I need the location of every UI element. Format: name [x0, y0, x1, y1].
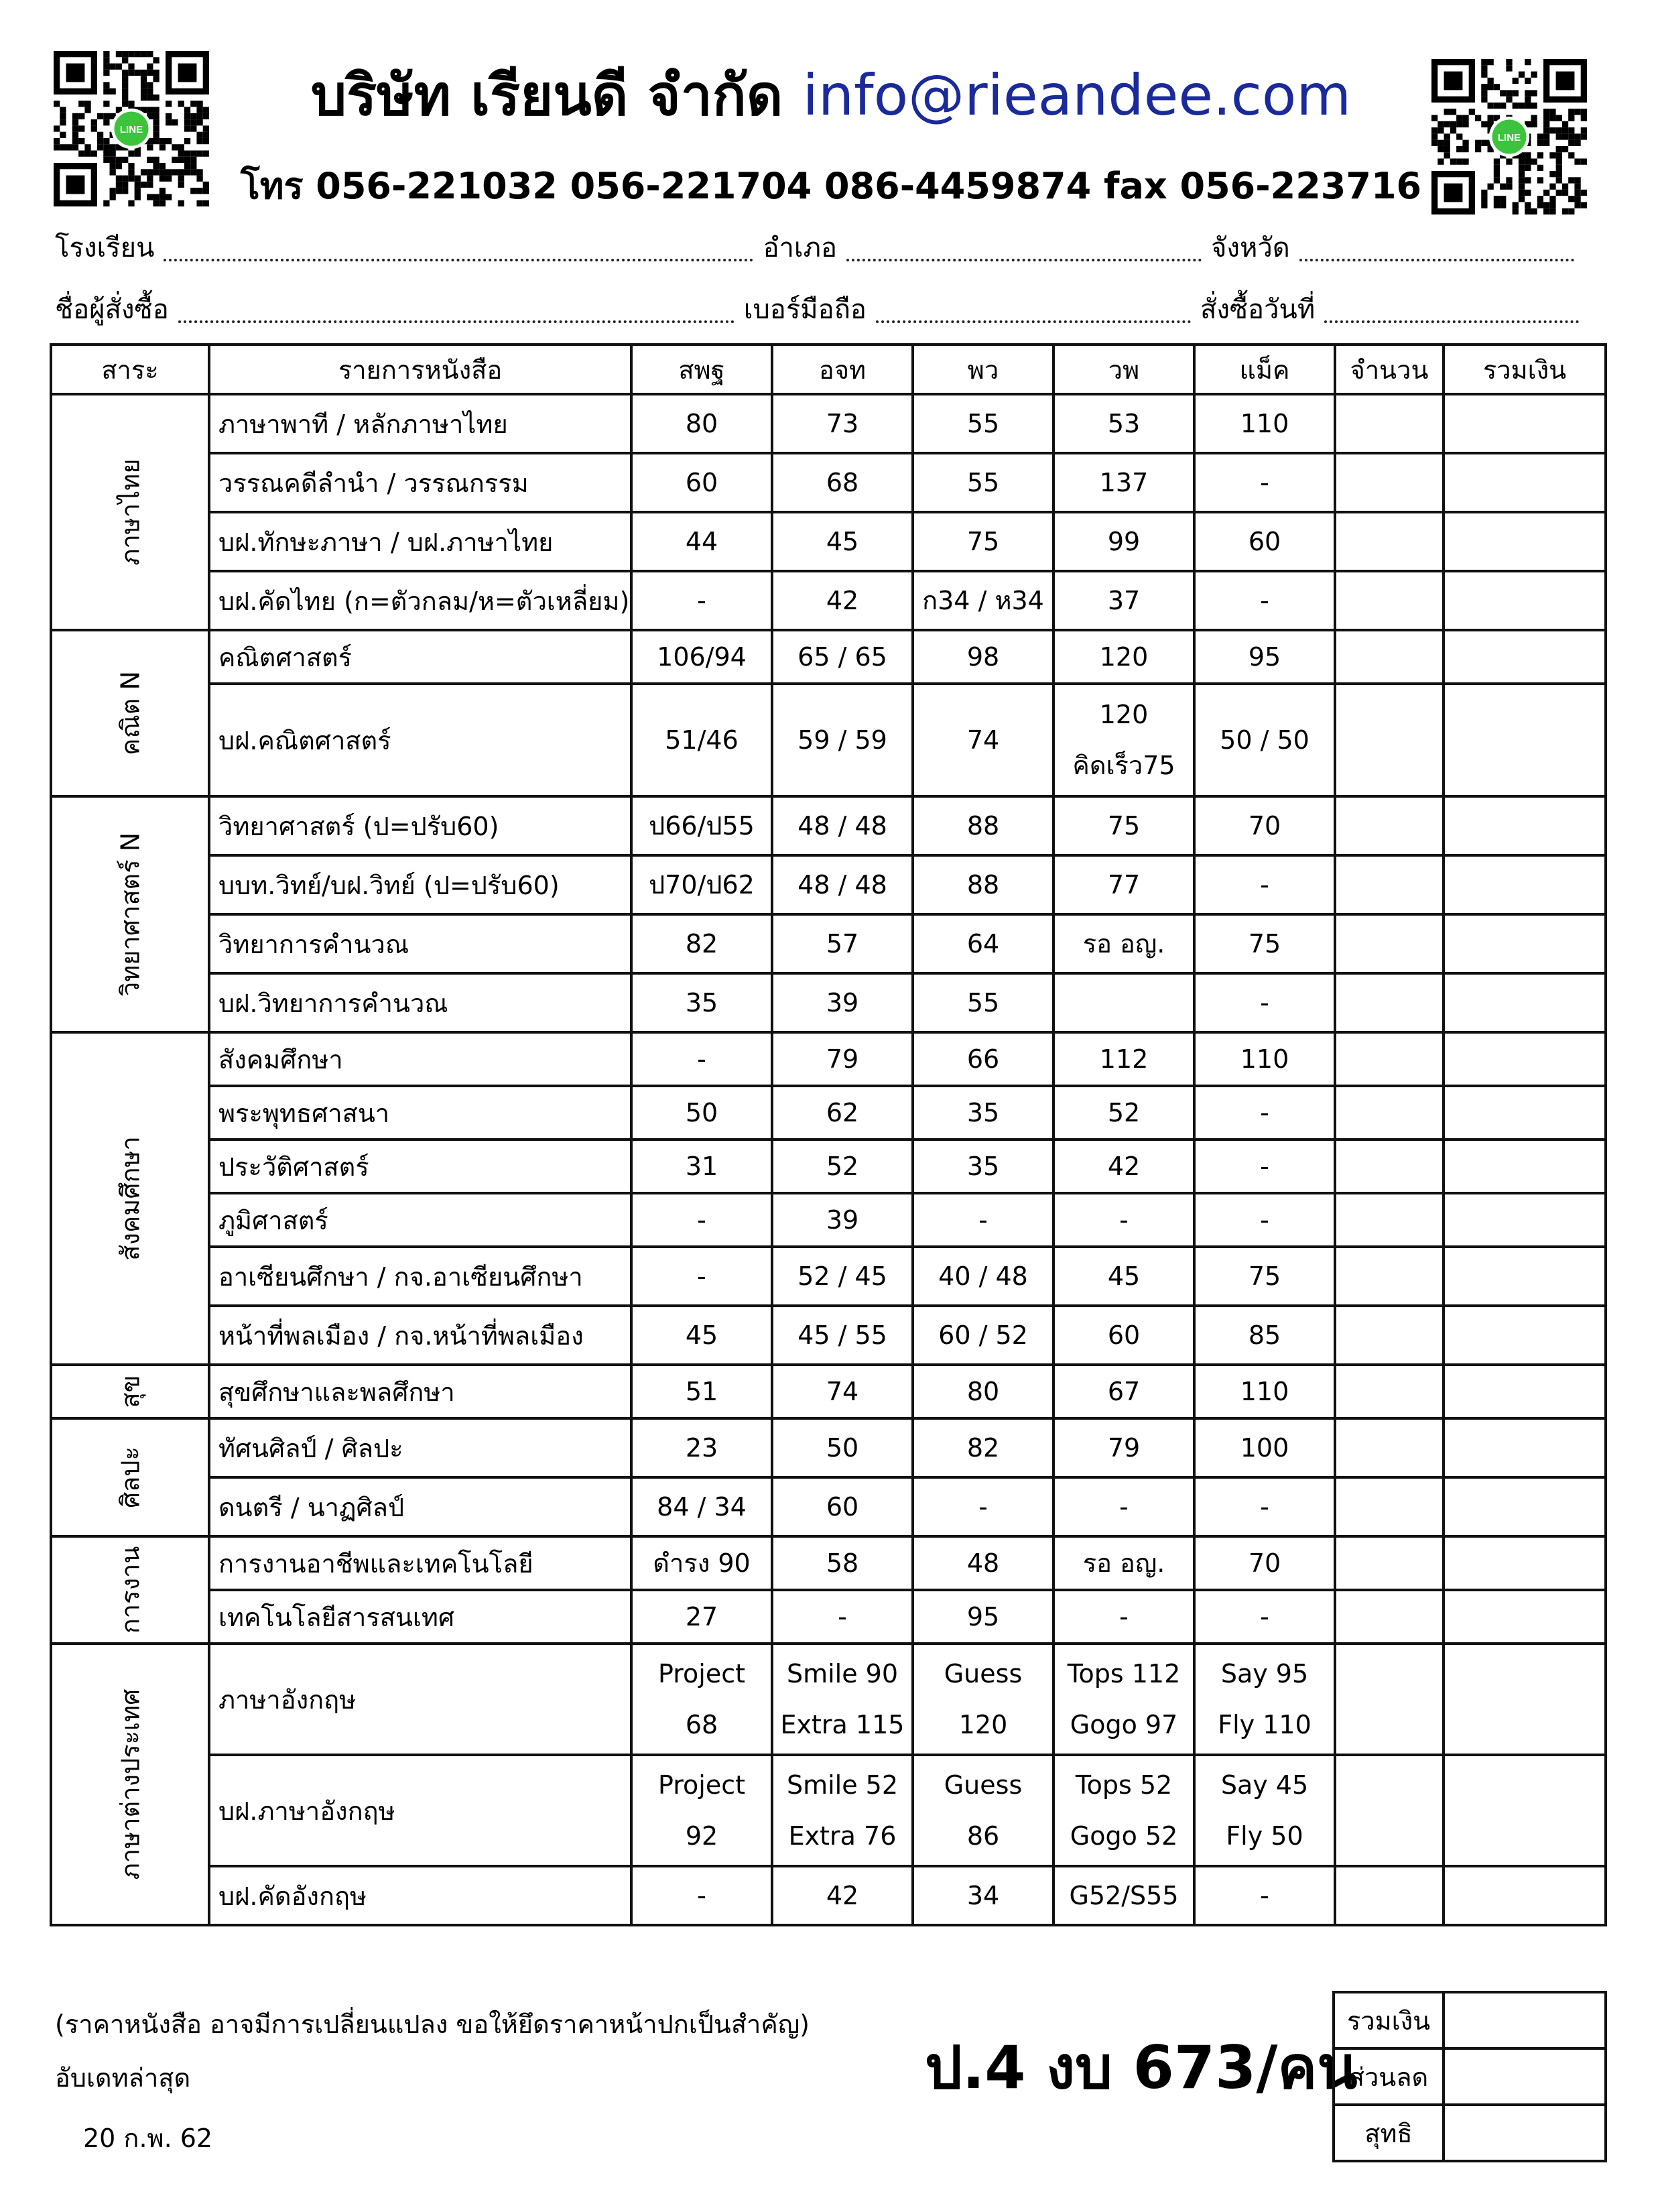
price-cell: 55: [913, 453, 1053, 512]
quantity-cell[interactable]: [1335, 1755, 1444, 1866]
table-row: [51, 1536, 1606, 1590]
school-label: โรงเรียน: [55, 233, 155, 263]
price-cell: -: [1194, 1140, 1335, 1193]
totals-value-cell[interactable]: [1444, 2048, 1606, 2105]
price-cell: Guess 86: [913, 1755, 1053, 1866]
updated-label: อับเดทล่าสุด: [55, 2063, 191, 2093]
totals-label: รวมเงิน: [1334, 1992, 1444, 2048]
price-cell: 42: [1053, 1140, 1194, 1193]
price-cell: 70: [1194, 1536, 1335, 1590]
price-cell: 50: [631, 1086, 772, 1140]
table-row: [51, 1755, 1606, 1866]
price-cell: -: [631, 1866, 772, 1925]
quantity-cell[interactable]: [1335, 571, 1444, 630]
price-cell: 52 / 45: [772, 1247, 913, 1306]
quantity-cell[interactable]: [1335, 630, 1444, 684]
price-cell: 53: [1053, 394, 1194, 453]
province-label: จังหวัด: [1210, 233, 1290, 263]
price-cell: Smile 52 Extra 76: [772, 1755, 913, 1866]
price-cell: 66: [913, 1032, 1053, 1086]
price-cell: -: [631, 571, 772, 630]
book-title-cell: พระพุทธศาสนา: [209, 1086, 631, 1140]
book-title-cell: บบท.วิทย์/บฝ.วิทย์ (ป=ปรับ60): [209, 855, 631, 914]
subject-cell: [51, 1536, 209, 1644]
price-cell: 39: [772, 1193, 913, 1247]
book-title-cell: สุขศึกษาและพลศึกษา: [209, 1365, 631, 1418]
table-row: [51, 973, 1606, 1032]
totals-label: สุทธิ: [1334, 2105, 1444, 2161]
quantity-cell[interactable]: [1335, 512, 1444, 571]
price-cell: 39: [772, 973, 913, 1032]
amount-cell[interactable]: [1444, 1032, 1606, 1086]
price-cell: 50: [772, 1418, 913, 1477]
column-header: สพฐ: [631, 345, 772, 394]
order-date-label: สั่งซื้อวันที่: [1200, 294, 1316, 325]
buyer-field[interactable]: [178, 299, 734, 323]
book-title-cell: หน้าที่พลเมือง / กจ.หน้าที่พลเมือง: [209, 1306, 631, 1365]
price-cell: 59 / 59: [772, 684, 913, 796]
subject-label: สังคมศึกษา: [115, 1136, 145, 1261]
column-header: วพ: [1053, 345, 1194, 394]
book-price-table: [50, 343, 1607, 1926]
price-cell: 48 / 48: [772, 855, 913, 914]
price-cell: 35: [631, 973, 772, 1032]
book-title-cell: อาเซียนศึกษา / กจ.อาเซียนศึกษา: [209, 1247, 631, 1306]
price-cell: 67: [1053, 1365, 1194, 1418]
price-cell: 75: [1194, 1247, 1335, 1306]
price-cell: 35: [913, 1086, 1053, 1140]
price-cell: Guess 120: [913, 1644, 1053, 1755]
price-cell: 45 / 55: [772, 1306, 913, 1365]
amount-cell[interactable]: [1444, 1590, 1606, 1644]
price-cell: 23: [631, 1418, 772, 1477]
price-cell: [1053, 973, 1194, 1032]
book-title-cell: ภูมิศาสตร์: [209, 1193, 631, 1247]
price-cell: G52/S55: [1053, 1866, 1194, 1925]
price-cell: รอ อญ.: [1053, 914, 1194, 973]
quantity-cell[interactable]: [1335, 1193, 1444, 1247]
updated-date: 20 ก.พ. 62: [83, 2124, 213, 2153]
price-cell: 57: [772, 914, 913, 973]
quantity-cell[interactable]: [1335, 684, 1444, 796]
price-cell: 100: [1194, 1418, 1335, 1477]
price-cell: 50 / 50: [1194, 684, 1335, 796]
price-cell: 110: [1194, 1032, 1335, 1086]
amount-cell[interactable]: [1444, 1418, 1606, 1477]
price-cell: รอ อญ.: [1053, 1536, 1194, 1590]
price-cell: 74: [913, 684, 1053, 796]
price-cell: Say 95 Fly 110: [1194, 1644, 1335, 1755]
amount-cell[interactable]: [1444, 1247, 1606, 1306]
book-title-cell: วรรณคดีลำนำ / วรรณกรรม: [209, 453, 631, 512]
price-cell: 106/94: [631, 630, 772, 684]
table-row: [51, 1193, 1606, 1247]
amount-cell[interactable]: [1444, 1536, 1606, 1590]
amount-cell[interactable]: [1444, 1306, 1606, 1365]
price-cell: 64: [913, 914, 1053, 973]
price-cell: Project 92: [631, 1755, 772, 1866]
amount-cell[interactable]: [1444, 571, 1606, 630]
subject-cell: [51, 630, 209, 796]
book-title-cell: สังคมศึกษา: [209, 1032, 631, 1086]
price-cell: 88: [913, 796, 1053, 855]
price-cell: 60: [631, 453, 772, 512]
mobile-label: เบอร์มือถือ: [743, 294, 867, 325]
price-cell: 60 / 52: [913, 1306, 1053, 1365]
company-header: [0, 55, 1662, 135]
company-phones: โทร 056-221032 056-221704 086-4459874 fax 056-223716: [240, 165, 1422, 207]
quantity-cell[interactable]: [1335, 1365, 1444, 1418]
table-row: [51, 1032, 1606, 1086]
price-cell: 74: [772, 1365, 913, 1418]
quantity-cell[interactable]: [1335, 855, 1444, 914]
price-cell: Tops 52 Gogo 52: [1053, 1755, 1194, 1866]
price-cell: 51: [631, 1365, 772, 1418]
price-cell: -: [1194, 973, 1335, 1032]
price-cell: 82: [631, 914, 772, 973]
price-cell: 75: [913, 512, 1053, 571]
amount-cell[interactable]: [1444, 1477, 1606, 1536]
amount-cell[interactable]: [1444, 973, 1606, 1032]
company-name: บริษัท เรียนดี จำกัด: [310, 62, 783, 128]
price-cell: 88: [913, 855, 1053, 914]
amount-cell[interactable]: [1444, 453, 1606, 512]
price-cell: 58: [772, 1536, 913, 1590]
price-cell: 45: [772, 512, 913, 571]
table-row: [51, 1247, 1606, 1306]
price-cell: 80: [913, 1365, 1053, 1418]
price-cell: -: [1194, 1193, 1335, 1247]
column-header: รวมเงิน: [1444, 345, 1606, 394]
book-title-cell: คณิตศาสตร์: [209, 630, 631, 684]
price-cell: 52: [1053, 1086, 1194, 1140]
price-cell: 75: [1053, 796, 1194, 855]
table-row: [51, 1365, 1606, 1418]
price-cell: Say 45 Fly 50: [1194, 1755, 1335, 1866]
quantity-cell[interactable]: [1335, 1477, 1444, 1536]
subject-label: ภาษาต่างประเทศ: [115, 1688, 145, 1880]
column-header: อจท: [772, 345, 913, 394]
price-cell: 44: [631, 512, 772, 571]
price-cell: 68: [772, 453, 913, 512]
line-logo-text: LINE: [1497, 131, 1521, 143]
price-cell: 75: [1194, 914, 1335, 973]
price-cell: -: [913, 1193, 1053, 1247]
totals-table: [1332, 1991, 1607, 2162]
totals-row: [1334, 2048, 1606, 2105]
price-cell: 40 / 48: [913, 1247, 1053, 1306]
quantity-cell[interactable]: [1335, 914, 1444, 973]
quantity-cell[interactable]: [1335, 1086, 1444, 1140]
price-cell: 99: [1053, 512, 1194, 571]
district-label: อำเภอ: [763, 233, 837, 263]
price-cell: -: [1194, 571, 1335, 630]
price-cell: 85: [1194, 1306, 1335, 1365]
price-cell: 48: [913, 1536, 1053, 1590]
price-cell: 95: [913, 1590, 1053, 1644]
book-title-cell: การงานอาชีพและเทคโนโลยี: [209, 1536, 631, 1590]
price-cell: ป70/ป62: [631, 855, 772, 914]
table-row: [51, 1866, 1606, 1925]
price-cell: -: [631, 1193, 772, 1247]
quantity-cell[interactable]: [1335, 453, 1444, 512]
subject-label: สุข: [115, 1375, 145, 1408]
price-cell: 31: [631, 1140, 772, 1193]
table-row: [51, 453, 1606, 512]
price-cell: -: [1053, 1193, 1194, 1247]
amount-cell[interactable]: [1444, 796, 1606, 855]
price-cell: 79: [1053, 1418, 1194, 1477]
price-cell: Project 68: [631, 1644, 772, 1755]
table-row: [51, 1086, 1606, 1140]
buyer-label: ชื่อผู้สั่งซื้อ: [55, 294, 169, 325]
subject-cell: [51, 1365, 209, 1418]
price-cell: Smile 90 Extra 115: [772, 1644, 913, 1755]
price-cell: -: [1053, 1590, 1194, 1644]
price-cell: 51/46: [631, 684, 772, 796]
price-cell: 98: [913, 630, 1053, 684]
quantity-cell[interactable]: [1335, 1644, 1444, 1755]
quantity-cell[interactable]: [1335, 1032, 1444, 1086]
price-cell: Tops 112 Gogo 97: [1053, 1644, 1194, 1755]
table-row: [51, 1477, 1606, 1536]
school-field[interactable]: [164, 237, 753, 261]
amount-cell[interactable]: [1444, 1193, 1606, 1247]
province-field[interactable]: [1299, 237, 1574, 261]
quantity-cell[interactable]: [1335, 394, 1444, 453]
price-cell: -: [1194, 453, 1335, 512]
table-row: [51, 630, 1606, 684]
price-note: (ราคาหนังสือ อาจมีการเปลี่ยนแปลง ขอให้ยึดราคาหน้าปกเป็นสำคัญ): [55, 2010, 810, 2039]
book-title-cell: ประวัติศาสตร์: [209, 1140, 631, 1193]
price-cell: ป66/ป55: [631, 796, 772, 855]
price-cell: 55: [913, 973, 1053, 1032]
price-cell: 48 / 48: [772, 796, 913, 855]
amount-cell[interactable]: [1444, 1644, 1606, 1755]
order-date-field[interactable]: [1324, 299, 1579, 323]
quantity-cell[interactable]: [1335, 1140, 1444, 1193]
price-cell: 77: [1053, 855, 1194, 914]
amount-cell[interactable]: [1444, 684, 1606, 796]
mobile-field[interactable]: [876, 299, 1191, 323]
book-title-cell: บฝ.ทักษะภาษา / บฝ.ภาษาไทย: [209, 512, 631, 571]
table-row: [51, 1140, 1606, 1193]
price-cell: 55: [913, 394, 1053, 453]
subject-cell: [51, 796, 209, 1032]
price-cell: 45: [1053, 1247, 1194, 1306]
book-title-cell: เทคโนโลยีสารสนเทศ: [209, 1590, 631, 1644]
price-cell: 120 คิดเร็ว75: [1053, 684, 1194, 796]
price-cell: 112: [1053, 1032, 1194, 1086]
line-logo-text: LINE: [119, 123, 143, 135]
quantity-cell[interactable]: [1335, 1247, 1444, 1306]
price-cell: 79: [772, 1032, 913, 1086]
table-row: [51, 1644, 1606, 1755]
totals-value-cell[interactable]: [1444, 1992, 1606, 2048]
column-header: สาระ: [51, 345, 209, 394]
price-cell: 120: [1053, 630, 1194, 684]
subject-label: ภาษาไทย: [115, 458, 145, 566]
book-title-cell: ภาษาพาที / หลักภาษาไทย: [209, 394, 631, 453]
price-cell: 37: [1053, 571, 1194, 630]
table-row: [51, 571, 1606, 630]
price-cell: 110: [1194, 394, 1335, 453]
amount-cell[interactable]: [1444, 1365, 1606, 1418]
price-cell: -: [913, 1477, 1053, 1536]
grade-budget: ป.4 งบ 673/คน: [925, 2033, 1358, 2102]
table-row: [51, 914, 1606, 973]
price-cell: -: [1194, 1477, 1335, 1536]
totals-row: [1334, 2105, 1606, 2161]
price-cell: 52: [772, 1140, 913, 1193]
price-cell: ดำรง 90: [631, 1536, 772, 1590]
subject-label: คณิต N: [115, 671, 145, 755]
book-title-cell: บฝ.คัดไทย (ก=ตัวกลม/ห=ตัวเหลี่ยม): [209, 571, 631, 630]
price-cell: 34: [913, 1866, 1053, 1925]
price-cell: 60: [1053, 1306, 1194, 1365]
table-row: [51, 684, 1606, 796]
quantity-cell[interactable]: [1335, 1306, 1444, 1365]
table-row: [51, 512, 1606, 571]
price-cell: 70: [1194, 796, 1335, 855]
price-cell: 65 / 65: [772, 630, 913, 684]
totals-row: [1334, 1992, 1606, 2048]
book-title-cell: ภาษาอังกฤษ: [209, 1644, 631, 1755]
quantity-cell[interactable]: [1335, 1590, 1444, 1644]
price-cell: -: [631, 1032, 772, 1086]
form-line-buyer: [55, 290, 1588, 330]
book-title-cell: บฝ.คณิตศาสตร์: [209, 684, 631, 796]
table-row: [51, 1590, 1606, 1644]
book-title-cell: บฝ.คัดอังกฤษ: [209, 1866, 631, 1925]
quantity-cell[interactable]: [1335, 973, 1444, 1032]
column-header: รายการหนังสือ: [209, 345, 631, 394]
price-cell: 137: [1053, 453, 1194, 512]
book-title-cell: ทัศนศิลป์ / ศิลปะ: [209, 1418, 631, 1477]
amount-cell[interactable]: [1444, 855, 1606, 914]
price-cell: 73: [772, 394, 913, 453]
amount-cell[interactable]: [1444, 1866, 1606, 1925]
price-cell: 42: [772, 571, 913, 630]
amount-cell[interactable]: [1444, 914, 1606, 973]
totals-label: ส่วนลด: [1334, 2048, 1444, 2105]
book-title-cell: วิทยาศาสตร์ (ป=ปรับ60): [209, 796, 631, 855]
table-row: [51, 1418, 1606, 1477]
price-cell: ก34 / ห34: [913, 571, 1053, 630]
price-cell: -: [1194, 1086, 1335, 1140]
table-row: [51, 796, 1606, 855]
price-cell: 42: [772, 1866, 913, 1925]
price-cell: 84 / 34: [631, 1477, 772, 1536]
column-header: จำนวน: [1335, 345, 1444, 394]
price-cell: 62: [772, 1086, 913, 1140]
form-line-school: [55, 228, 1584, 268]
price-cell: 82: [913, 1418, 1053, 1477]
table-header-row: [51, 345, 1606, 394]
price-cell: -: [1194, 1590, 1335, 1644]
subject-cell: [51, 1644, 209, 1925]
book-title-cell: บฝ.วิทยาการคำนวณ: [209, 973, 631, 1032]
amount-cell[interactable]: [1444, 1755, 1606, 1866]
amount-cell[interactable]: [1444, 394, 1606, 453]
price-cell: -: [1053, 1477, 1194, 1536]
price-cell: 60: [772, 1477, 913, 1536]
price-cell: 45: [631, 1306, 772, 1365]
column-header: แม็ค: [1194, 345, 1335, 394]
table-row: [51, 855, 1606, 914]
quantity-cell[interactable]: [1335, 1866, 1444, 1925]
quantity-cell[interactable]: [1335, 1418, 1444, 1477]
book-title-cell: วิทยาการคำนวณ: [209, 914, 631, 973]
price-cell: 35: [913, 1140, 1053, 1193]
price-cell: 110: [1194, 1365, 1335, 1418]
subject-label: วิทยาศาสตร์ N: [115, 832, 145, 997]
amount-cell[interactable]: [1444, 512, 1606, 571]
quantity-cell[interactable]: [1335, 796, 1444, 855]
subject-cell: [51, 394, 209, 630]
amount-cell[interactable]: [1444, 1086, 1606, 1140]
table-row: [51, 1306, 1606, 1365]
price-cell: -: [772, 1590, 913, 1644]
subject-cell: [51, 1032, 209, 1365]
price-cell: 95: [1194, 630, 1335, 684]
price-cell: 27: [631, 1590, 772, 1644]
price-cell: -: [1194, 1866, 1335, 1925]
amount-cell[interactable]: [1444, 630, 1606, 684]
subject-cell: [51, 1418, 209, 1536]
price-cell: 60: [1194, 512, 1335, 571]
book-title-cell: บฝ.ภาษาอังกฤษ: [209, 1755, 631, 1866]
price-cell: -: [1194, 855, 1335, 914]
amount-cell[interactable]: [1444, 1140, 1606, 1193]
subject-label: การงาน: [115, 1546, 145, 1634]
price-cell: 80: [631, 394, 772, 453]
book-title-cell: ดนตรี / นาฏศิลป์: [209, 1477, 631, 1536]
totals-value-cell[interactable]: [1444, 2105, 1606, 2161]
table-row: [51, 394, 1606, 453]
subject-label: ศิลปะ: [115, 1447, 145, 1508]
column-header: พว: [913, 345, 1053, 394]
district-field[interactable]: [846, 237, 1202, 261]
company-email[interactable]: info@rieandee.com: [802, 62, 1352, 128]
quantity-cell[interactable]: [1335, 1536, 1444, 1590]
price-cell: -: [631, 1247, 772, 1306]
